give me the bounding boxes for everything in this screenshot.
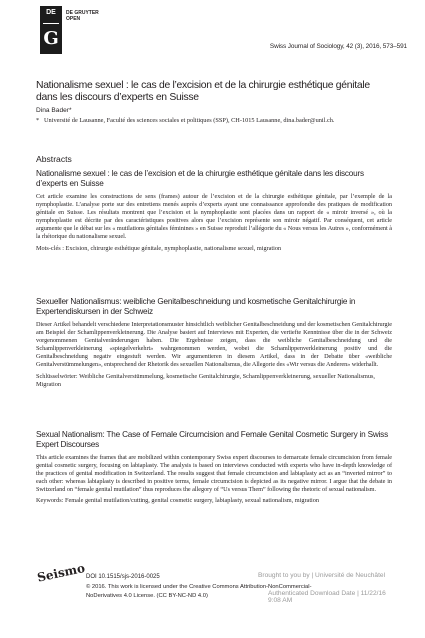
authenticated-label: Authenticated (268, 590, 309, 597)
abstract-english-title: Sexual Nationalism: The Case of Female Circumcision and Female Genital Cosmetic Surgery in Swiss Expert Discourses (36, 430, 388, 449)
journal-reference: Swiss Journal of Sociology, 42 (3), 2016, 573–591 (269, 43, 407, 50)
author-affiliation (36, 117, 392, 125)
download-watermark (268, 590, 396, 604)
abstract-french-title: Nationalisme sexuel : le cas de l’excision et de la chirurgie esthétique génitale dans les discours d’experts en Suisse (36, 169, 364, 188)
doi-link[interactable]: DOI 10.1515/sjs-2016-0025 (86, 574, 160, 580)
abstract-french-keywords: Mots-clés : Excision, chirurgie esthétique génitale, nymphoplastie, nationalisme sexuel, migration (36, 244, 282, 252)
abstract-german-keywords: Schlüsselwörter: Weibliche Genitalverstümmelung, kosmetische Genitalchirurgie, Schamlippenverkleinerung, sexueller Nationalismus, Migration (36, 372, 375, 388)
license-line-2: NoDerivatives 4.0 License. (CC BY-NC-ND 4.0) (86, 593, 208, 599)
abstract-french (36, 169, 392, 253)
abstract-german (36, 297, 392, 389)
abstracts-heading: Abstracts (36, 154, 72, 164)
publisher-name (66, 10, 99, 22)
logo-divider (43, 23, 59, 24)
abstract-english-keywords: Keywords: Female genital mutilation/cutting, genital cosmetic surgery, labiaplasty, sexual nationalism, migration (36, 497, 320, 505)
abstract-english (36, 430, 392, 506)
publisher-name-line2: OPEN (66, 16, 81, 22)
download-date: Download Date | 11/22/16 9:08 AM (268, 590, 386, 604)
seismo-logo: Seismo (36, 560, 87, 585)
affiliation-marker: * (36, 117, 40, 124)
article-title: Nationalisme sexuel : le cas de l’excision et de la chirurgie esthétique génitale dans les discours d’experts en Suisse (36, 80, 370, 103)
de-gruyter-logo (40, 6, 62, 54)
abstract-german-title: Sexueller Nationalismus: weibliche Genitalbeschneidung und kosmetische Genitalchirurgie in Expertendiskursen in der Schweiz (36, 297, 356, 316)
publisher-name-line1: DE GRUYTER (66, 10, 99, 16)
logo-de-text: DE (46, 9, 56, 16)
abstract-english-body: This article examines the frames that are mobilized within contemporary Swiss expert discourses to demarcate female circumcision from female genital cosmetic surgery, focusing on labiaplasty. The analysis is based on interviews conducted with experts who have in-depth knowledge of the practices of genital modification in Switzerland. The results suggest that female circumcision and labiaplasty act as an “inverted mirror” to each other: whereas labiaplasty is described in positive terms, female circumcision is depicted as its negative mirror. I argue that the debate in Switzerland on “female genital mutilation” thus reproduces the allegory of “Us versus Them” following the rhetoric of sexual nationalism. (36, 454, 392, 494)
access-watermark: Brought to you by | Université de Neuchâtel (258, 572, 386, 579)
article-author: Dina Bader* (36, 107, 72, 114)
license-line-1: © 2016. This work is licensed under the Creative Commons Attribution-NonCommercial- (86, 584, 312, 590)
page-footer (36, 560, 396, 629)
affiliation-text: Université de Lausanne, Faculté des sciences sociales et politiques (SSP), CH-1015 Lausanne, dina.bader@unil.ch. (44, 117, 335, 124)
abstract-german-body: Dieser Artikel behandelt verschiedene Interpretationsmuster hinsichtlich weiblicher Genitalbeschneidung und der kosmetischen Genitalchirurgie am Beispiel der Schamlippenverkleinerung. Die Analyse basiert auf Interviews mit Experten, die vertiefte Kenntnisse über die in der Schweiz vorgenommenen Genitalveränderungen haben. Die Ergebnisse zeigen, dass die weibliche Genitalbeschneidung und die Schamlippenverkleinerung «spiegelverkehrt» wahrgenommen werden, wobei die Schamlippenverkleinerung positiv und die Genitalbeschneidung negativ eingestuft werden. Wir argumentieren in diesem Artikel, dass in der Debatte über «weibliche Genitalverstümmelungen», entsprechend der Rhetorik des sexuellen Nationalismus, die Allegorie des «Wir versus die Anderen» widerhallt. (36, 321, 392, 369)
abstract-french-body: Cet article examine les constructions de sens (frames) autour de l’excision et de la chirurgie esthétique génitale, par l’exemple de la nymphoplastie. L’analyse porte sur des entretiens menés auprès d’experts ayant une connaissance approfondie des pratiques de modification génitale en Suisse. Les résultats montrent que l’excision et la nymphoplastie sont placées dans un rapport de « miroir inversé », où la nymphoplastie est décrite par des caractéristiques positives alors que l’excision représente son miroir négatif. Par conséquent, cet article argumente que le débat sur les « mutilations génitales féminines » en Suisse reproduit l’allégorie du « Nous versus les Autres », conformément à la rhétorique du nationalisme sexuel. (36, 193, 392, 241)
logo-g-letter: G (43, 28, 59, 49)
